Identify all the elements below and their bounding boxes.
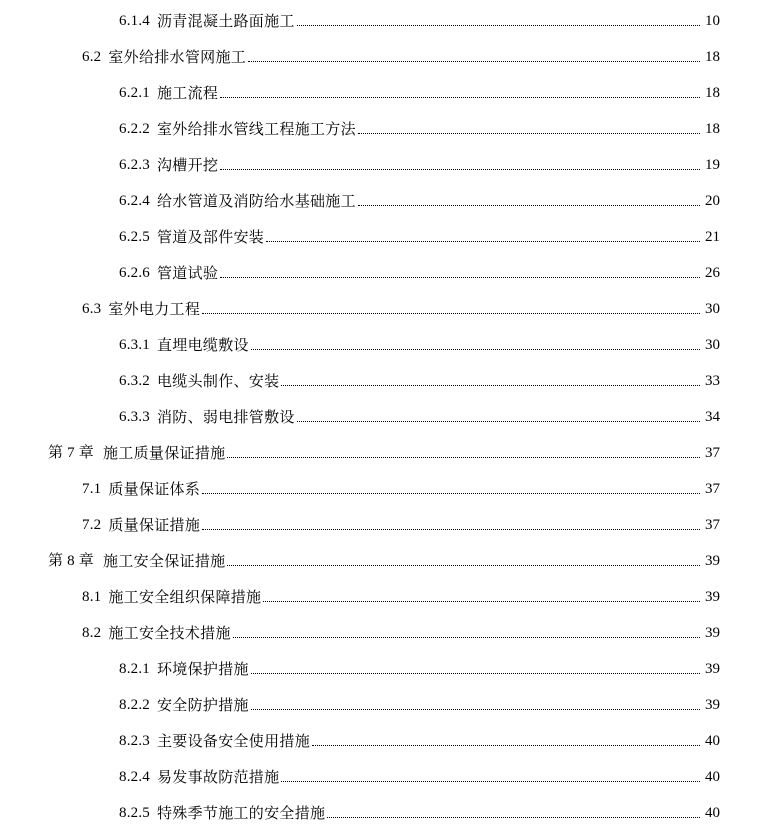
- toc-entry-chapter-8[interactable]: [48, 540, 720, 570]
- dot-leader: [220, 277, 700, 278]
- toc-entry-page: 30: [705, 337, 720, 353]
- toc-entry-6-2-3[interactable]: [119, 144, 720, 174]
- toc-entry-6-2-5[interactable]: [119, 216, 720, 246]
- toc-entry-number: 6.2.6: [119, 265, 150, 281]
- dot-leader: [251, 709, 700, 710]
- toc-entry-chapter-7[interactable]: [48, 432, 720, 462]
- dot-leader: [251, 673, 700, 674]
- toc-entry-title: 质量保证体系: [108, 480, 201, 498]
- toc-entry-8-2[interactable]: [82, 612, 720, 642]
- toc-entry-page: 37: [705, 517, 720, 533]
- toc-entry-number: 6.2.5: [119, 229, 150, 245]
- toc-entry-number: 8.2: [82, 625, 102, 641]
- toc-entry-page: 37: [705, 445, 720, 461]
- dot-leader: [312, 745, 700, 746]
- dot-leader: [202, 313, 700, 314]
- toc-entry-8-2-4[interactable]: [119, 756, 720, 786]
- dot-leader: [227, 457, 700, 458]
- toc-entry-page: 10: [705, 13, 720, 29]
- dot-leader: [281, 385, 700, 386]
- toc-entry-number: 6.1.4: [119, 13, 150, 29]
- toc-entry-number: 8.2.3: [119, 733, 150, 749]
- toc-entry-8-1[interactable]: [82, 576, 720, 606]
- toc-entry-page: 39: [705, 661, 720, 677]
- dot-leader: [227, 565, 700, 566]
- toc-entry-page: 30: [705, 301, 720, 317]
- dot-leader: [358, 205, 700, 206]
- toc-entry-page: 26: [705, 265, 720, 281]
- toc-entry-page: 40: [705, 805, 720, 821]
- dot-leader: [358, 133, 700, 134]
- toc-entry-page: 18: [705, 121, 720, 137]
- toc-entry-title: 施工质量保证措施: [103, 444, 226, 462]
- toc-entry-6-2-2[interactable]: [119, 108, 720, 138]
- toc-entry-number: 8.1: [82, 589, 102, 605]
- toc-entry-8-2-2[interactable]: [119, 684, 720, 714]
- toc-entry-6-2-1[interactable]: [119, 72, 720, 102]
- dot-leader: [327, 817, 700, 818]
- toc-entry-page: 20: [705, 193, 720, 209]
- toc-entry-number: 8.2.5: [119, 805, 150, 821]
- toc-entry-7-2[interactable]: [82, 504, 720, 534]
- toc-entry-6-3-1[interactable]: [119, 324, 720, 354]
- toc-entry-title: 主要设备安全使用措施: [157, 732, 311, 750]
- toc-entry-title: 施工安全保证措施: [103, 552, 226, 570]
- toc-entry-page: 37: [705, 481, 720, 497]
- toc-entry-number: 6.3.3: [119, 409, 150, 425]
- toc-entry-number: 6.2.2: [119, 121, 150, 137]
- toc-entry-number: 6.3.1: [119, 337, 150, 353]
- toc-entry-number: 第 8 章: [48, 553, 95, 569]
- dot-leader: [248, 61, 700, 62]
- toc-entry-number: 6.2.1: [119, 85, 150, 101]
- toc-entry-number: 8.2.4: [119, 769, 150, 785]
- toc-entry-6-1-4[interactable]: [119, 0, 720, 30]
- toc-entry-title: 环境保护措施: [157, 660, 249, 678]
- toc-entry-title: 管道试验: [157, 264, 219, 282]
- toc-entry-page: 34: [705, 409, 720, 425]
- dot-leader: [266, 241, 700, 242]
- toc-entry-page: 39: [705, 553, 720, 569]
- toc-entry-page: 39: [705, 589, 720, 605]
- toc-entry-6-2[interactable]: [82, 36, 720, 66]
- dot-leader: [202, 493, 700, 494]
- toc-entry-8-2-3[interactable]: [119, 720, 720, 750]
- toc-entry-title: 施工安全技术措施: [108, 624, 231, 642]
- toc-entry-number: 8.2.1: [119, 661, 150, 677]
- toc-entry-title: 管道及部件安装: [157, 228, 265, 246]
- dot-leader: [220, 97, 700, 98]
- toc-entry-page: 39: [705, 697, 720, 713]
- toc-entry-title: 室外给排水管网施工: [108, 48, 247, 66]
- toc-entry-title: 安全防护措施: [157, 696, 249, 714]
- toc-entry-number: 6.2: [82, 49, 102, 65]
- toc-entry-title: 易发事故防范措施: [157, 768, 280, 786]
- toc-entry-6-3-3[interactable]: [119, 396, 720, 426]
- toc-entry-title: 特殊季节施工的安全措施: [157, 804, 326, 822]
- toc-entry-number: 6.3.2: [119, 373, 150, 389]
- toc-entry-number: 8.2.2: [119, 697, 150, 713]
- toc-entry-7-1[interactable]: [82, 468, 720, 498]
- toc-entry-page: 18: [705, 49, 720, 65]
- toc-entry-page: 19: [705, 157, 720, 173]
- dot-leader: [297, 25, 700, 26]
- toc-entry-8-2-1[interactable]: [119, 648, 720, 678]
- toc-entry-number: 6.2.3: [119, 157, 150, 173]
- toc-entry-6-2-4[interactable]: [119, 180, 720, 210]
- toc-entry-page: 18: [705, 85, 720, 101]
- toc-entry-number: 7.2: [82, 517, 102, 533]
- toc-entry-title: 沟槽开挖: [157, 156, 219, 174]
- toc-entry-title: 施工安全组织保障措施: [108, 588, 262, 606]
- toc-entry-6-3-2[interactable]: [119, 360, 720, 390]
- dot-leader: [233, 637, 700, 638]
- toc-entry-title: 质量保证措施: [108, 516, 201, 534]
- dot-leader: [297, 421, 700, 422]
- toc-entry-title: 直埋电缆敷设: [157, 336, 249, 354]
- toc-entry-title: 给水管道及消防给水基础施工: [157, 192, 356, 210]
- dot-leader: [251, 349, 700, 350]
- toc-entry-page: 40: [705, 733, 720, 749]
- toc-entry-number: 6.2.4: [119, 193, 150, 209]
- toc-entry-page: 40: [705, 769, 720, 785]
- toc-entry-title: 室外给排水管线工程施工方法: [157, 120, 356, 138]
- toc-entry-6-3[interactable]: [82, 288, 720, 318]
- toc-entry-title: 施工流程: [157, 84, 219, 102]
- toc-entry-6-2-6[interactable]: [119, 252, 720, 282]
- toc-entry-title: 电缆头制作、安装: [157, 372, 280, 390]
- toc-entry-page: 33: [705, 373, 720, 389]
- toc-entry-number: 第 7 章: [48, 445, 95, 461]
- toc-entry-title: 沥青混凝土路面施工: [157, 12, 295, 30]
- dot-leader: [202, 529, 700, 530]
- toc-entry-number: 7.1: [82, 481, 102, 497]
- dot-leader: [281, 781, 700, 782]
- toc-entry-page: 21: [705, 229, 720, 245]
- toc-entry-page: 39: [705, 625, 720, 641]
- toc-entry-8-2-5[interactable]: [119, 792, 720, 822]
- toc-entry-title: 室外电力工程: [108, 300, 201, 318]
- dot-leader: [220, 169, 700, 170]
- toc-entry-title: 消防、弱电排管敷设: [157, 408, 295, 426]
- dot-leader: [263, 601, 700, 602]
- toc-entry-number: 6.3: [82, 301, 102, 317]
